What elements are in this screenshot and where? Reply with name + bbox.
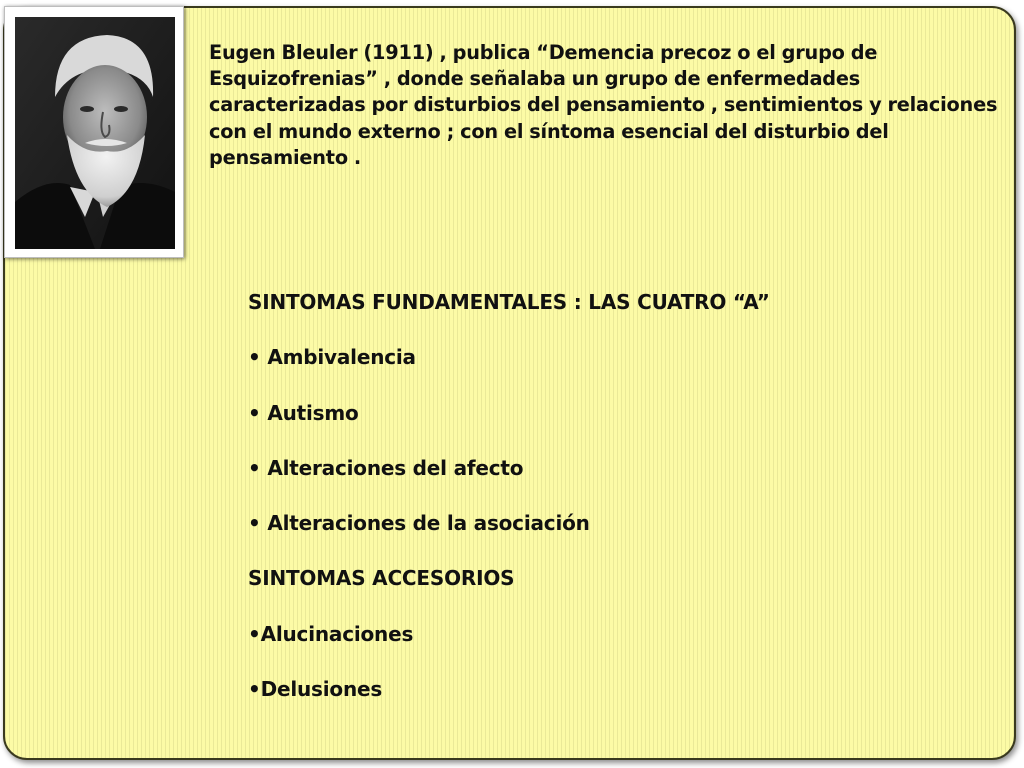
list-item: • Alteraciones de la asociación [248, 511, 590, 536]
list-item: •Alucinaciones [248, 621, 414, 646]
intro-paragraph: Eugen Bleuler (1911) , publica “Demencia precoz o el grupo de Esquizofrenias” , donde señalaba un grupo de enfermedades caracterizadas por disturbios del pensamiento , sentimientos y relaciones con el mundo externo ; con el síntoma esencial del disturbio del pensamiento . [209, 41, 998, 169]
list-item: • Autismo [248, 400, 359, 425]
list-item: • Alteraciones del afecto [248, 455, 524, 480]
list-item: •Delusiones [248, 677, 383, 702]
list-item: • Ambivalencia [248, 345, 416, 370]
symptoms-list [248, 288, 770, 730]
portrait-photo [4, 6, 184, 258]
portrait-image [15, 17, 175, 249]
fundamental-symptoms-heading: SINTOMAS FUNDAMENTALES : LAS CUATRO “A” [248, 290, 770, 314]
accessory-symptoms-heading: SINTOMAS ACCESORIOS [248, 566, 515, 591]
